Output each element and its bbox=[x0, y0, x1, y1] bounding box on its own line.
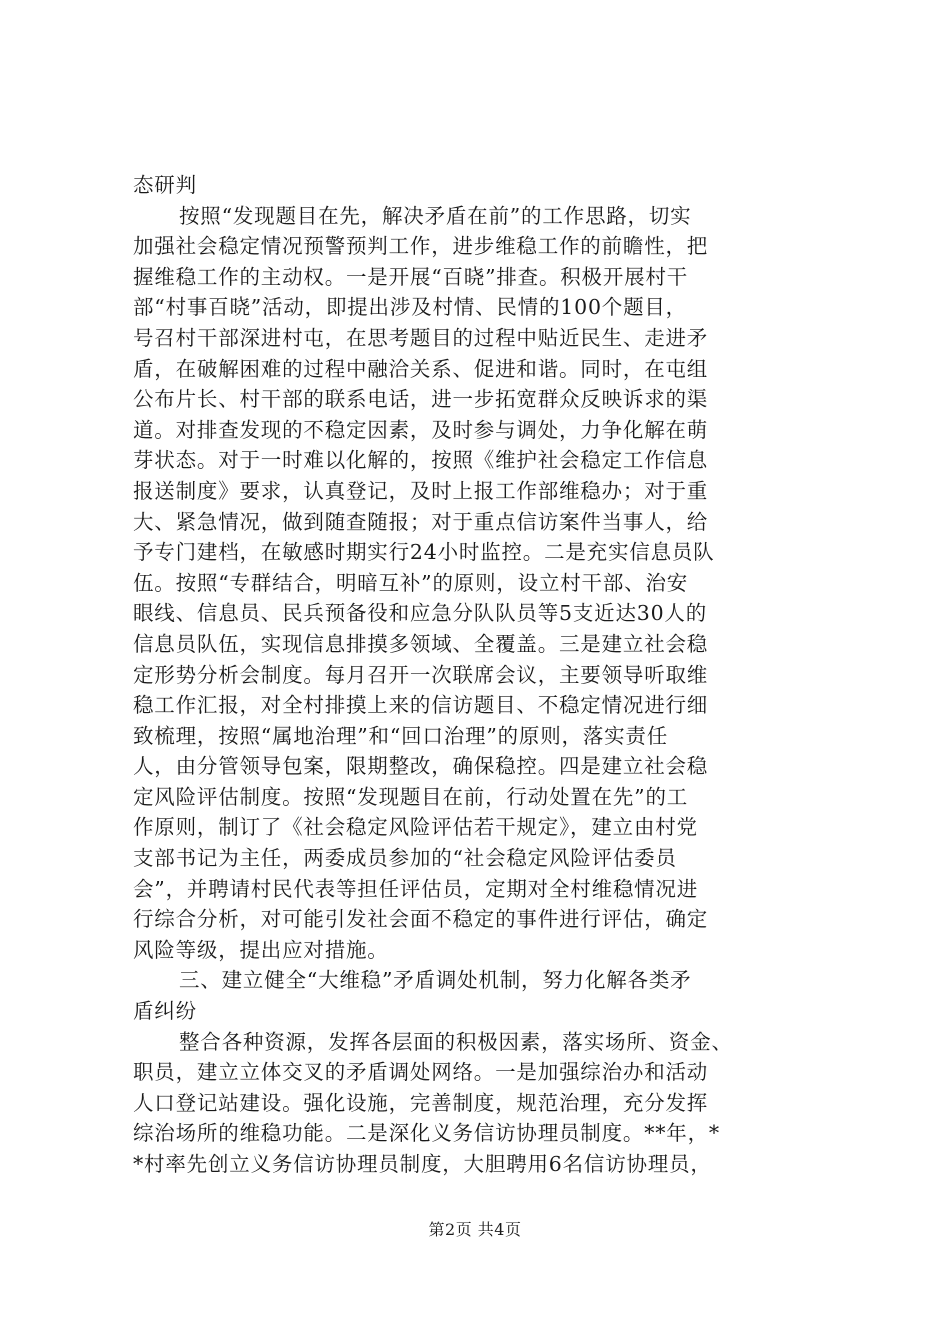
text-line: 人口登记站建设。强化设施，完善制度，规范治理，充分发挥 bbox=[133, 1090, 709, 1115]
text-line: 行综合分析，对可能引发社会面不稳定的事件进行评估，确定 bbox=[133, 907, 709, 932]
text-line: 致梳理，按照“属地治理”和“回口治理”的原则，落实责任 bbox=[133, 723, 669, 748]
body-text bbox=[133, 170, 833, 1180]
text-line: 会”，并聘请村民代表等担任评估员，定期对全村维稳情况进 bbox=[133, 876, 699, 901]
text-line: 三、建立健全“大维稳”矛盾调处机制，努力化解各类矛 bbox=[179, 968, 692, 993]
text-line: 握维稳工作的主动权。一是开展“百晓”排查。积极开展村干 bbox=[133, 264, 689, 289]
text-line: 盾，在破解困难的过程中融洽关系、促进和谐。同时，在屯组 bbox=[133, 356, 709, 381]
text-line: 道。对排查发现的不稳定因素，及时参与调处，力争化解在萌 bbox=[133, 417, 709, 442]
text-line: 支部书记为主任，两委成员参加的“社会稳定风险评估委员 bbox=[133, 846, 677, 871]
text-line: 稳工作汇报，对全村排摸上来的信访题目、不稳定情况进行细 bbox=[133, 693, 709, 718]
text-line: 态研判 bbox=[133, 173, 197, 197]
text-line: 信息员队伍，实现信息排摸多领域、全覆盖。三是建立社会稳 bbox=[133, 631, 709, 656]
text-line: 风险等级，提出应对措施。 bbox=[133, 937, 389, 962]
text-line: 加强社会稳定情况预警预判工作，进步维稳工作的前瞻性，把 bbox=[133, 234, 709, 259]
text-line: 按照“发现题目在先，解决矛盾在前”的工作思路，切实 bbox=[179, 203, 692, 228]
text-line: 眼线、信息员、民兵预备役和应急分队队员等5支近达30人的 bbox=[133, 601, 708, 626]
text-line: 综治场所的维稳功能。二是深化义务信访协理员制度。**年，* bbox=[133, 1121, 720, 1146]
text-line: 作原则，制订了《社会稳定风险评估若干规定》，建立由村党 bbox=[133, 815, 698, 840]
text-line: 号召村干部深进村屯，在思考题目的过程中贴近民生、走进矛 bbox=[133, 325, 709, 350]
text-line: 伍。按照“专群结合，明暗互补”的原则，设立村干部、治安 bbox=[133, 570, 689, 595]
text-line: 职员，建立立体交叉的矛盾调处网络。一是加强综治办和活动 bbox=[133, 1060, 709, 1085]
text-line: 盾纠纷 bbox=[133, 999, 197, 1024]
text-line: 大、紧急情况，做到随查随报；对于重点信访案件当事人，给 bbox=[133, 509, 709, 534]
text-line: 予专门建档，在敏感时期实行24小时监控。二是充实信息员队 bbox=[133, 540, 715, 565]
text-line: 报送制度》要求，认真登记，及时上报工作部维稳办；对于重 bbox=[133, 478, 709, 503]
text-line: 芽状态。对于一时难以化解的，按照《维护社会稳定工作信息 bbox=[133, 448, 709, 473]
text-line: 定形势分析会制度。每月召开一次联席会议，主要领导听取维 bbox=[133, 662, 709, 687]
page-footer: 第2页 共4页 bbox=[428, 1220, 522, 1239]
text-line: 整合各种资源，发挥各层面的积极因素，落实场所、资金、 bbox=[179, 1029, 733, 1054]
text-line: 部“村事百晓”活动，即提出涉及村情、民情的100个题目， bbox=[133, 295, 687, 320]
text-line: *村率先创立义务信访协理员制度，大胆聘用6名信访协理员， bbox=[133, 1152, 712, 1176]
text-line: 定风险评估制度。按照“发现题目在前，行动处置在先”的工 bbox=[133, 784, 689, 809]
text-line: 人，由分管领导包案，限期整改，确保稳控。四是建立社会稳 bbox=[133, 754, 709, 779]
text-line: 公布片长、村干部的联系电话，进一步拓宽群众反映诉求的渠 bbox=[133, 387, 709, 412]
